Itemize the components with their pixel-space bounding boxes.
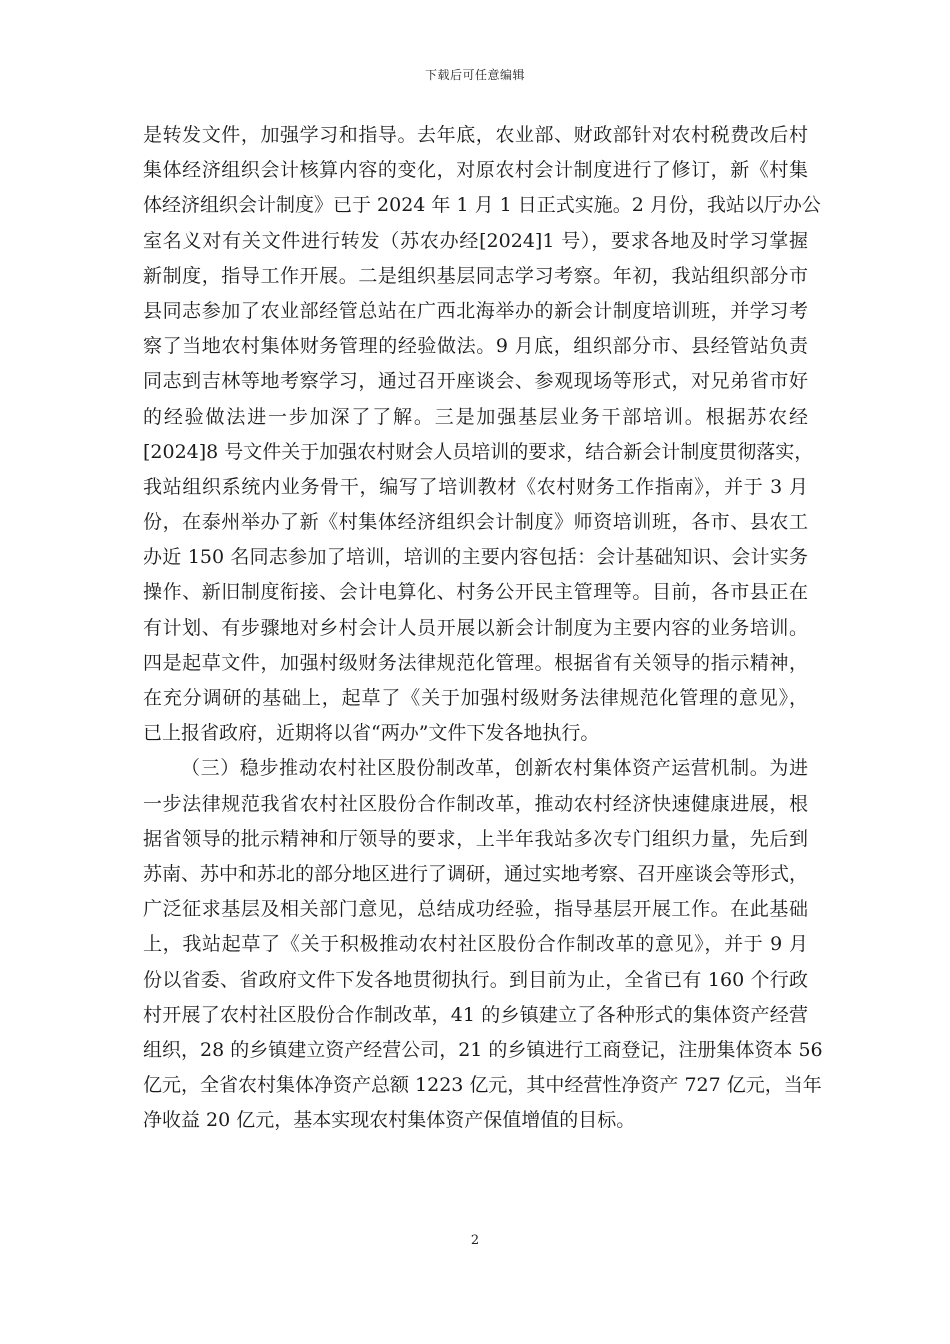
text-line: 四是起草文件，加强村级财务法律规范化管理。根据省有关领导的指示精神， — [143, 651, 808, 674]
text-line: 份，在泰州举办了新《村集体经济组织会计制度》师资培训班，各市、县农工 — [143, 511, 808, 534]
text-line: 据省领导的批示精神和厅领导的要求，上半年我站多次专门组织力量，先后到 — [143, 827, 808, 850]
text-line: 村开展了农村社区股份合作制改革，41 的乡镇建立了各种形式的集体资产经营 — [143, 1003, 808, 1026]
document-body — [143, 118, 823, 1138]
text-line: 体经济组织会计制度》已于 2024 年 1 月 1 日正式实施。2 月份，我站以厅办公 — [143, 194, 821, 217]
page-number: 2 — [470, 1233, 480, 1248]
text-line: 新制度，指导工作开展。二是组织基层同志学习考察。年初，我站组织部分市 — [143, 264, 808, 287]
text-line: 察了当地农村集体财务管理的经验做法。9 月底，组织部分市、县经管站负责 — [143, 335, 808, 358]
text-line: 是转发文件，加强学习和指导。去年底，农业部、财政部针对农村税费改后村 — [143, 124, 808, 146]
page-header: 下载后可任意编辑 — [424, 68, 525, 82]
text-line: 广泛征求基层及相关部门意见，总结成功经验，指导基层开展工作。在此基础 — [143, 898, 808, 921]
text-line: 一步法律规范我省农村社区股份合作制改革，推动农村经济快速健康进展，根 — [143, 792, 808, 815]
text-line: 办近 150 名同志参加了培训，培训的主要内容包括：会计基础知识、会计实务 — [143, 546, 808, 569]
text-line: 集体经济组织会计核算内容的变化，对原农村会计制度进行了修订，新《村集 — [143, 159, 808, 182]
text-line: 有计划、有步骤地对乡村会计人员开展以新会计制度为主要内容的业务培训。 — [143, 616, 808, 639]
text-line: 我站组织系统内业务骨干，编写了培训教材《农村财务工作指南》，并于 3 月 — [143, 475, 808, 498]
text-line: 室名义对有关文件进行转发（苏农办经[2024]1 号），要求各地及时学习掌握 — [143, 229, 808, 252]
text-line: 在充分调研的基础上，起草了《关于加强村级财务法律规范化管理的意见》， — [143, 687, 808, 709]
text-line: 份以省委、省政府文件下发各地贯彻执行。到目前为止，全省已有 160 个行政 — [143, 968, 808, 991]
text-line: 的经验做法进一步加深了了解。三是加强基层业务干部培训。根据苏农经 — [143, 405, 808, 428]
text-line: 同志到吉林等地考察学习，通过召开座谈会、参观现场等形式，对兄弟省市好 — [143, 370, 808, 393]
text-line: 上，我站起草了《关于积极推动农村社区股份合作制改革的意见》，并于 9 月 — [143, 933, 808, 956]
text-line: 已上报省政府，近期将以省“两办”文件下发各地执行。 — [143, 722, 600, 745]
text-line: （三）稳步推动农村社区股份制改革，创新农村集体资产运营机制。为进 — [181, 757, 808, 780]
paragraph-1 — [143, 118, 821, 751]
text-line: 亿元，全省农村集体净资产总额 1223 亿元，其中经营性净资产 727 亿元，当年 — [143, 1074, 822, 1097]
paragraph-2 — [143, 751, 823, 1138]
text-line: 县同志参加了农业部经管总站在广西北海举办的新会计制度培训班，并学习考 — [143, 299, 808, 322]
text-line: 苏南、苏中和苏北的部分地区进行了调研，通过实地考察、召开座谈会等形式， — [143, 862, 809, 885]
text-line: 组织，28 的乡镇建立资产经营公司，21 的乡镇进行工商登记，注册集体资本 56 — [143, 1038, 823, 1061]
text-line: [2024]8 号文件关于加强农村财会人员培训的要求，结合新会计制度贯彻落实， — [143, 440, 814, 463]
text-line: 操作、新旧制度衔接、会计电算化、村务公开民主管理等。目前，各市县正在 — [143, 581, 808, 604]
text-line: 净收益 20 亿元，基本实现农村集体资产保值增值的目标。 — [143, 1109, 636, 1132]
